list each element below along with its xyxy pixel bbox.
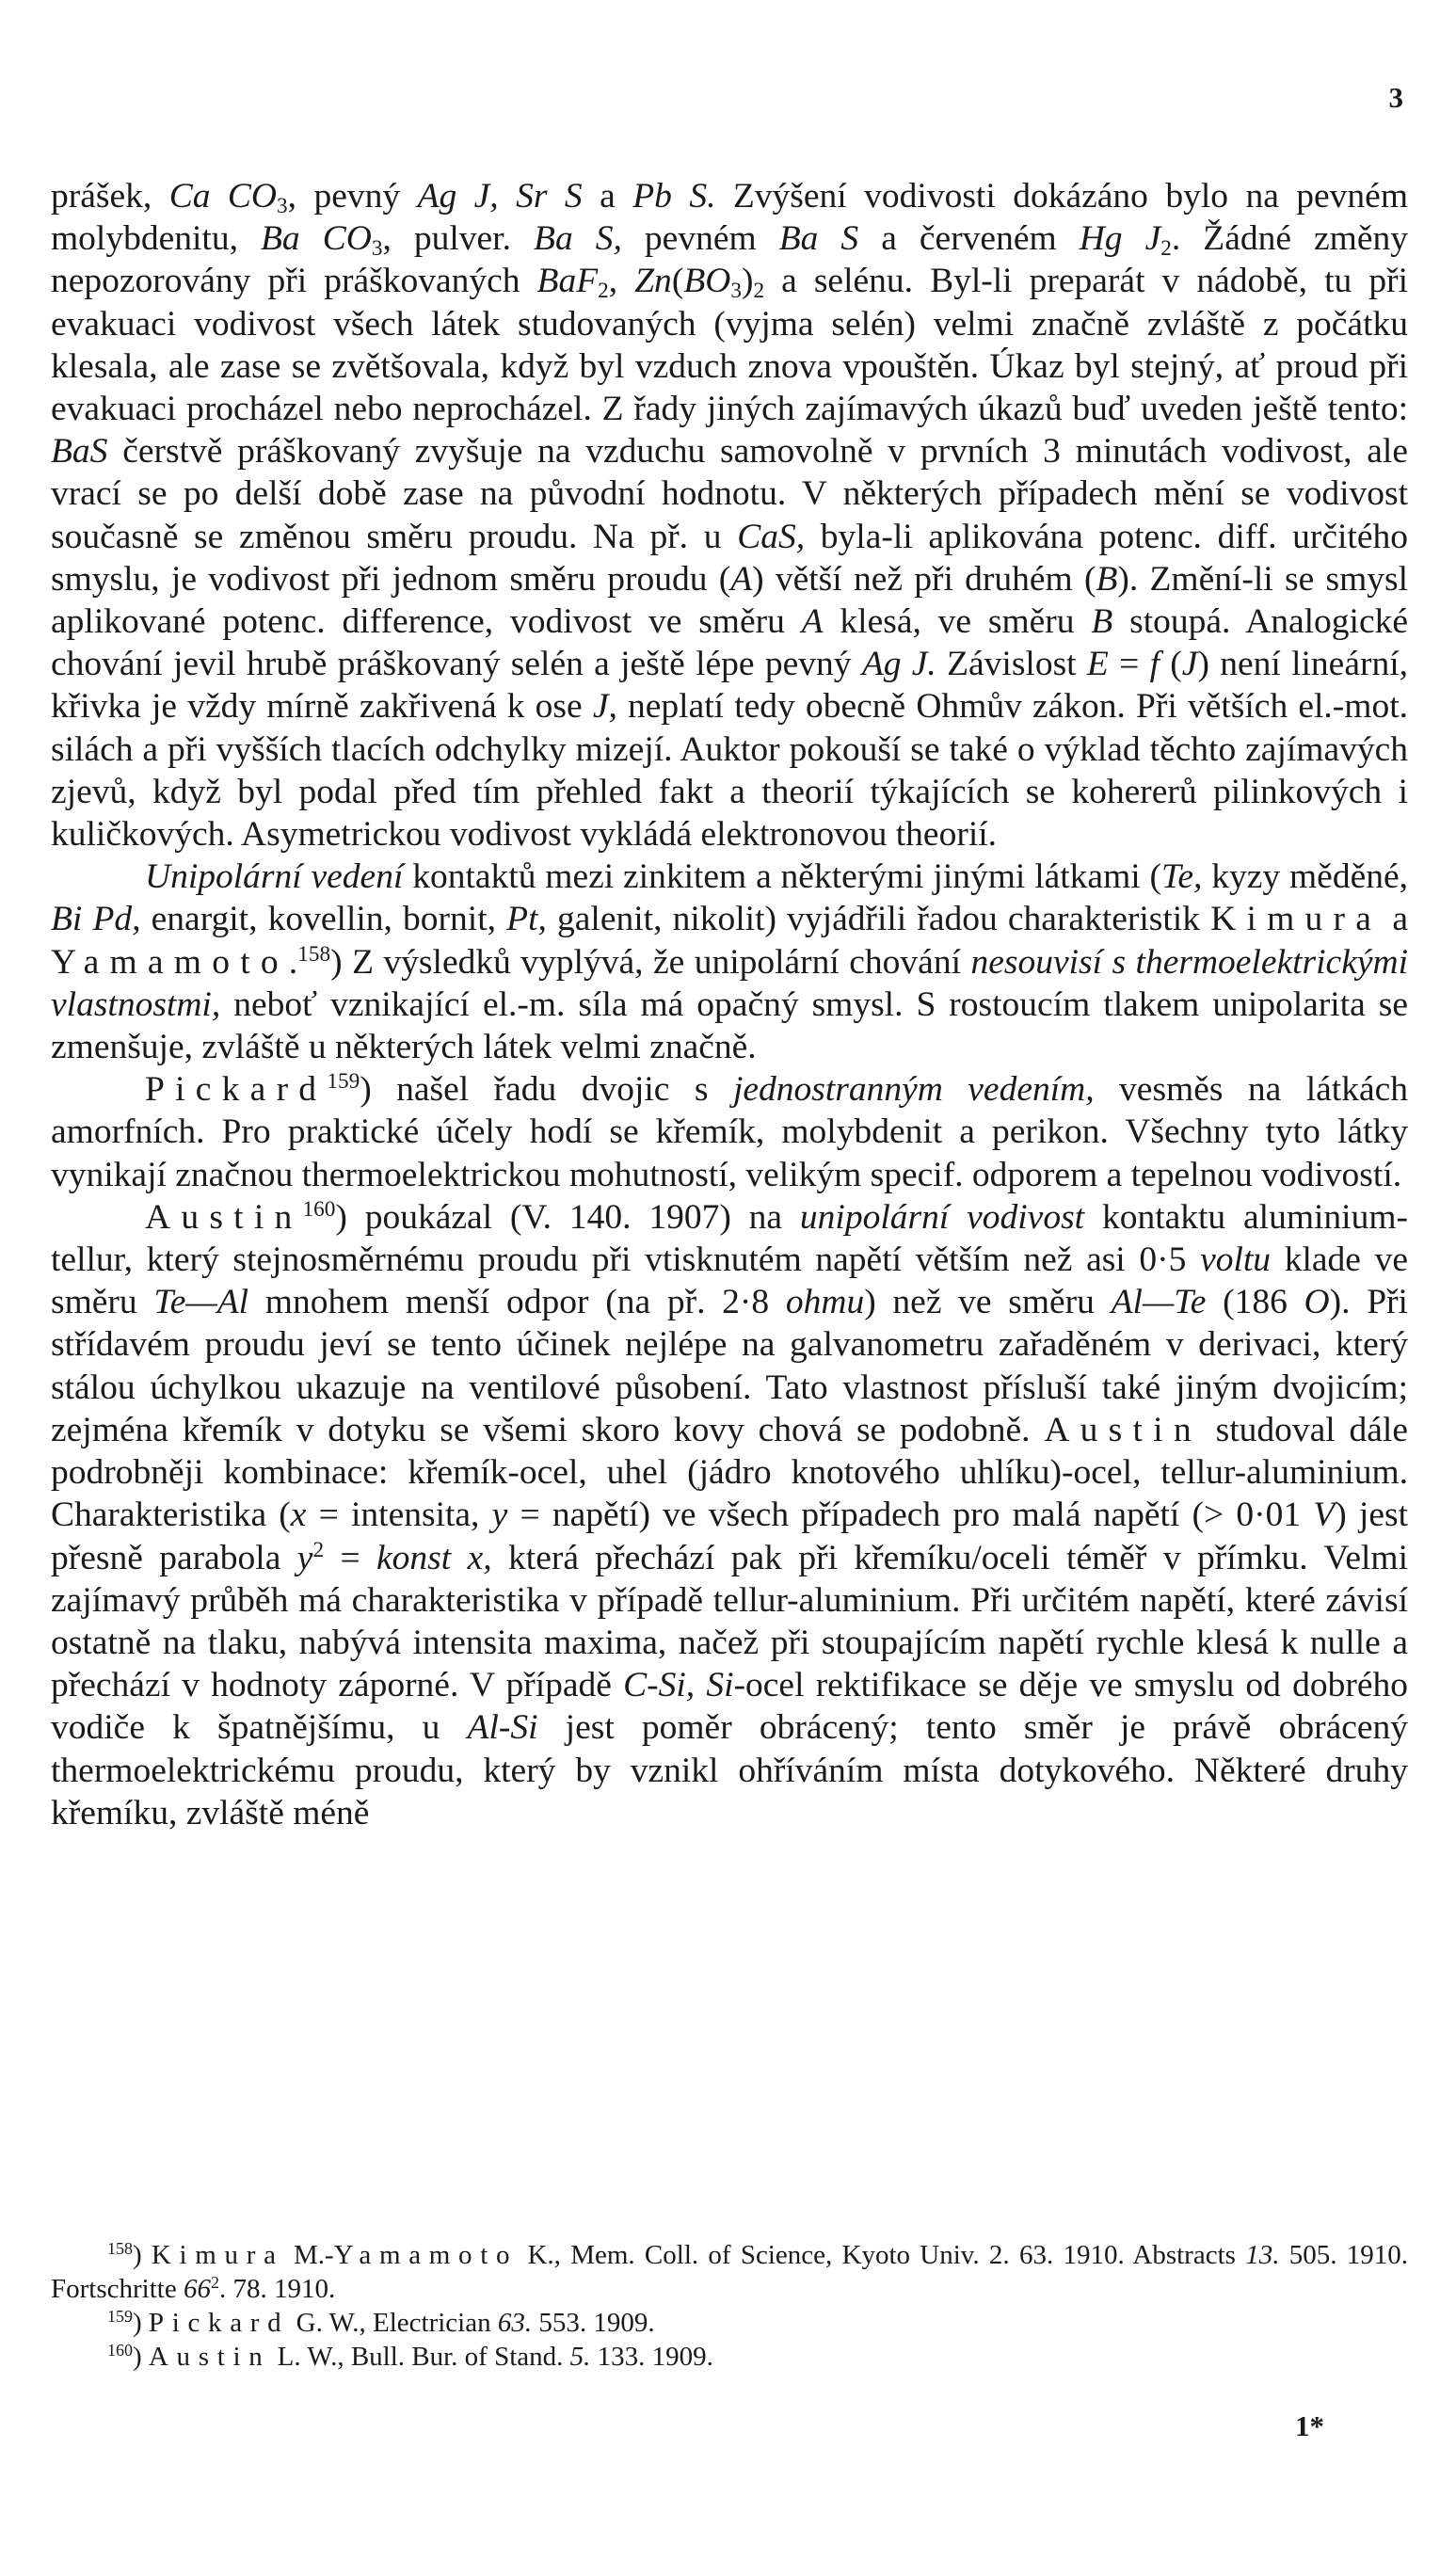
footnotes (51, 2238, 1408, 2374)
text-run: ) jest přesně parabola (51, 1496, 1408, 1577)
text-run: enargit, kovellin, bornit, (140, 900, 507, 939)
text-run: = (1108, 645, 1150, 684)
text-run: . (288, 942, 298, 982)
text-run: L. W., Bull. Bur. of Stand. (270, 2342, 570, 2372)
italic-text: unipolární vodivost (799, 1197, 1085, 1237)
subscript: 3 (730, 279, 742, 304)
text-run: ( (671, 262, 684, 301)
text-run: ). Při střídavém proudu jeví se tento účinek nejlépe na galvanometru zařaděném v derivaci, který stálou úchylkou ukazuje na ventilové působení. Tato vlastnost přísluší také jiným dvojicím; zejména křemík v dotyku se všemi skoro kovy chová se podobně. (51, 1283, 1408, 1449)
italic-text: V (1313, 1496, 1336, 1535)
text-run: a (582, 177, 633, 216)
italic-text: BO (683, 262, 731, 301)
spaced-name: Pickard (145, 1070, 328, 1110)
italic-text: Zn (634, 262, 672, 301)
superscript: 160 (302, 1197, 336, 1223)
italic-text: Ba CO (261, 219, 372, 259)
italic-text: Pb S. (632, 177, 716, 216)
superscript: 158 (107, 2239, 133, 2259)
text-run: = intensita, (306, 1496, 492, 1535)
text-run: , (608, 262, 635, 301)
italic-text: A (801, 602, 824, 642)
spaced-name: Austin (145, 1197, 303, 1237)
spaced-name: Kimura (1210, 900, 1383, 939)
footnote (51, 2238, 1408, 2306)
text-run: ) (132, 2308, 149, 2338)
italic-text: Ag J, Sr S (417, 177, 583, 216)
text-run: byla-li aplikována potenc. diff. určitého smyslu, je vodivost při jednom směru proudu ( (51, 517, 1408, 599)
text-run: ) než ve směru (864, 1283, 1112, 1322)
paragraph (51, 856, 1408, 1068)
text-run: ) větší než při druhém ( (752, 559, 1096, 599)
text-run: K., Mem. Coll. of Science, Kyoto Univ. 2. 63. 1910. Abstracts (518, 2240, 1246, 2270)
italic-text: O (1304, 1283, 1330, 1322)
italic-text: Unipolární vedení (145, 857, 404, 897)
italic-text: ohmu (785, 1283, 865, 1322)
paragraph (51, 175, 1408, 856)
text-run: kyzy měděné, (1202, 857, 1408, 897)
text-run: ). Změní-li se smysl aplikované potenc. difference, vodivost ve směru (51, 559, 1409, 642)
paragraph (51, 1196, 1408, 1834)
italic-text: f (1149, 645, 1160, 684)
italic-text: B (1091, 602, 1113, 642)
italic-text: jednostranným vedením, (732, 1070, 1095, 1110)
main-text (51, 175, 1408, 1834)
italic-text: BaS (51, 432, 108, 472)
italic-text: B (1096, 559, 1118, 599)
text-run: a (1382, 900, 1408, 939)
footnote (51, 2306, 1408, 2340)
spaced-name: Yamamoto (51, 942, 289, 982)
text-run: neplatí tedy obecně Ohmův zákon. Při větších el.-mot. silách a při vyšších tlacích odchylky mizejí. Auktor pokouší se také o výklad těchto zajímavých zjevů, když byl podal před tím přehled fakt a theorií týkajících se kohererů pilinkových i kuličkových. Asymetrickou vodivost vykládá elektronovou theorií. (51, 687, 1408, 855)
text-run: = napětí) ve všech případech pro malá napětí (> 0·01 (507, 1496, 1314, 1535)
text-run: která přechází pak při křemíku/oceli téměř v přímku. Velmi zajímavý průběh má charakteristika v případě tellur-aluminium. Při určitém napětí, které závisí ostatně na tlaku, nabývá intensita maxima, načež při stoupajícím napětí rychle klesá k nulle a přechází v hodnoty záporné. V případě (51, 1538, 1408, 1705)
italic-text: Te—Al (153, 1283, 249, 1322)
italic-text: E (1086, 645, 1109, 684)
subscript: 2 (598, 279, 609, 304)
text-run: a červeném (858, 219, 1080, 259)
text-run: ) (132, 2342, 149, 2372)
text-run: = (324, 1538, 377, 1577)
text-run: ) našel řadu dvojic s (360, 1070, 733, 1110)
text-run: prášek, (51, 177, 169, 216)
italic-text: Al—Te (1111, 1283, 1207, 1322)
page-number: 3 (1388, 81, 1403, 114)
text-run: M.- (283, 2240, 334, 2270)
text-run: ) není lineární, křivka je vždy mírně zakřivená k ose (51, 645, 1408, 727)
text-run: Zvýšení vodivosti dokázáno bylo na pevném molybdenitu, (51, 177, 1408, 259)
spaced-name: Kimura (151, 2240, 284, 2270)
italic-text: CaS, (737, 517, 806, 556)
text-run: studoval dále podrobněji kombinace: křemík-ocel, uhel (jádro knotového uhlíku)-ocel, tellur-aluminium. Charakteristika ( (51, 1410, 1408, 1535)
text-run: , pevný (287, 177, 418, 216)
text-run: . 78. 1910. (218, 2274, 336, 2304)
subscript: 2 (1160, 236, 1172, 262)
spaced-name: Austin (1044, 1410, 1202, 1449)
text-run: mnohem menší odpor (na př. 2·8 (248, 1283, 786, 1322)
italic-text: 5. (569, 2342, 591, 2372)
spaced-name: Yamamoto (333, 2240, 519, 2270)
text-run: G. W., Electrician (289, 2308, 498, 2338)
italic-text: Pt, (506, 900, 547, 939)
italic-text: J, (592, 687, 617, 727)
footnote (51, 2340, 1408, 2374)
text-run: jest poměr obrácený; tento směr je právě obrácený thermoelektrickému proudu, který by vznikl ohříváním místa dotykového. Některé druhy křemíku, zvláště méně (51, 1708, 1408, 1832)
italic-text: 63. (497, 2308, 533, 2338)
text-run: klade ve směru (51, 1240, 1408, 1322)
italic-text: Ag J. (861, 645, 936, 684)
text-run: 133. 1909. (590, 2342, 713, 2372)
text-run: čerstvě práškovaný zvyšuje na vzduchu samovolně v prvních 3 minutách vodivost, ale vrací se po delší době zase na původní hodnotu. V některých případech mění se vodivost současně se změnou směru proudu. Na př. u (51, 432, 1408, 556)
text-run: ) (741, 262, 754, 301)
text-run: kontaktů mezi zinkitem a některými jinými látkami ( (403, 857, 1161, 897)
text-run: pevném (621, 219, 779, 259)
text-run: ) poukázal (V. 140. 1907) na (335, 1197, 800, 1237)
text-run: ( (1159, 645, 1182, 684)
superscript: 159 (327, 1069, 360, 1095)
text-run: 553. 1909. (532, 2308, 655, 2338)
text-run: vesměs na látkách amorfních. Pro praktické účely hodí se křemík, molybdenit a perikon. Všechny tyto látky vynikají značnou thermoelektrickou mohutností, velikým specif. odporem a tepelnou vodivostí. (51, 1070, 1409, 1194)
italic-text: nesouvisí s thermoelektrickými vlastnostmi, (51, 942, 1408, 1024)
italic-text: BaF (536, 262, 599, 301)
italic-text: Hg J (1079, 219, 1161, 259)
text-run: klesá, ve směru (823, 602, 1092, 642)
italic-text: Ca CO (168, 177, 278, 216)
italic-text: y (491, 1496, 508, 1535)
italic-text: Te, (1161, 857, 1203, 897)
italic-text: 66 (183, 2274, 211, 2304)
spaced-name: Pickard (148, 2308, 290, 2338)
text-run: stoupá. Analogické chování jevil hrubě práškovaný selén a ještě lépe pevný (51, 602, 1408, 684)
italic-text: Bi Pd, (51, 900, 141, 939)
subscript: 3 (371, 236, 383, 262)
text-run: Závislost (936, 645, 1087, 684)
text-run: -ocel rektifikace se děje ve smyslu od dobrého vodiče k špatnějšímu, u (51, 1666, 1408, 1748)
text-run: . Žádné změny nepozorovány při práškovaných (51, 219, 1408, 301)
superscript: 158 (297, 941, 331, 967)
text-run: , pulver. (382, 219, 535, 259)
italic-text: Al-Si (467, 1708, 538, 1748)
italic-text: y (296, 1538, 313, 1577)
subscript: 3 (277, 193, 288, 218)
superscript: 160 (107, 2341, 133, 2360)
superscript: 159 (107, 2307, 133, 2327)
text-run: 505. 1910. Fortschritte (51, 2240, 1408, 2304)
italic-text: J (1181, 645, 1198, 684)
italic-text: 13. (1245, 2240, 1280, 2270)
text-run: a selénu. Byl-li preparát v nádobě, tu při evakuaci vodivost všech látek studovaných (vyjma selén) velmi značně zvláště z počátku klesala, ale zase se zvětšovala, když byl vzduch znova vpouštěn. Úkaz byl stejný, ať proud při evakuaci procházel nebo neprocházel. Z řady jiných zajímavých úkazů buď uveden ještě tento: (51, 262, 1408, 429)
text-run: ) Z výsledků vyplývá, že unipolární chování (330, 942, 971, 982)
italic-text: konst x, (376, 1538, 492, 1577)
text-run: kontaktu aluminium-tellur, který stejnosměrnému proudu při vtisknutém napětí větším než asi 0·5 (51, 1197, 1408, 1280)
italic-text: C-Si, Si (623, 1666, 734, 1705)
italic-text: x (290, 1496, 307, 1535)
paragraph (51, 1068, 1408, 1196)
italic-text: Ba S (778, 219, 859, 259)
signature-mark: 1* (1295, 2409, 1324, 2442)
italic-text: A (730, 559, 753, 599)
italic-text: Ba S, (534, 219, 622, 259)
text-run: ) (132, 2240, 152, 2270)
superscript: 2 (312, 1537, 325, 1562)
spaced-name: Austin (148, 2342, 271, 2372)
subscript: 2 (753, 279, 765, 304)
text-run: (186 (1206, 1283, 1304, 1322)
text-run: galenit, nikolit) vyjádřili řadou charakteristik (546, 900, 1211, 939)
text-run: neboť vznikající el.-m. síla má opačný smysl. S rostoucím tlakem unipolarita se zmenšuje, zvláště u některých látek velmi značně. (51, 984, 1408, 1067)
italic-text: voltu (1200, 1240, 1272, 1280)
superscript: 2 (210, 2273, 219, 2293)
